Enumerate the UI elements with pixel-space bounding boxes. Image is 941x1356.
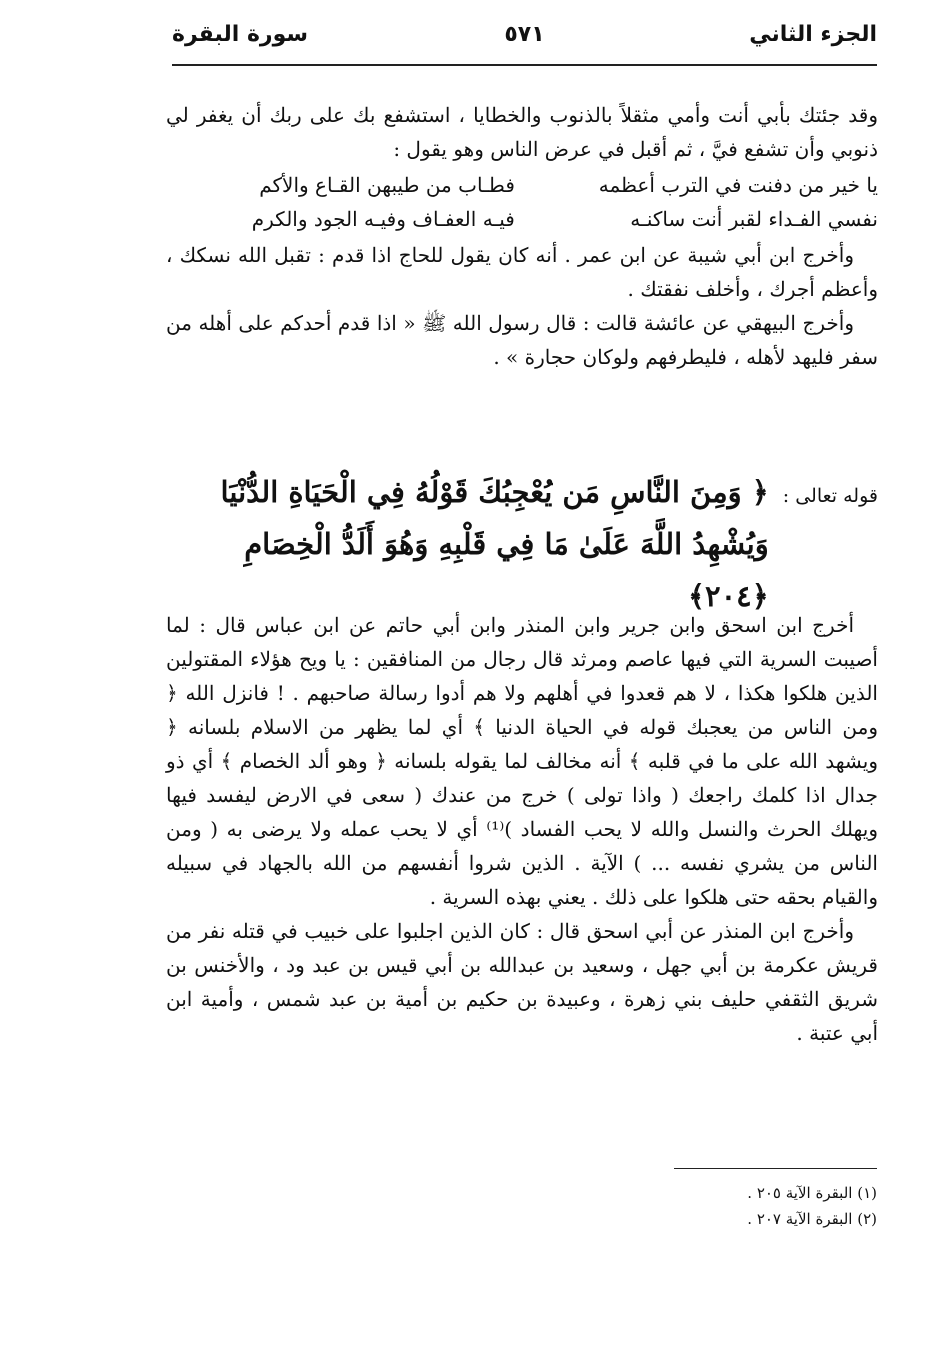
paragraph: وأخرج ابن المنذر عن أبي اسحق قال : كان الذين اجلبوا على خبيب في قتله نفر من قريش عكرمة بن أبي جهل ، وسعيد بن عبدالله بن أبي قيس بن عبد ود ، والأخنس بن شريق الثقفي حليف بني زهرة ، وعبيدة بن حكيم بن أمية بن عبد شمس ، وأمية ابن أبي عتبة . — [166, 919, 878, 1045]
part-title: الجزء الثاني — [749, 22, 877, 47]
verse-text: ﴿ وَمِنَ النَّاسِ مَن يُعْجِبُكَ قَوْلُهُ فِي الْحَيَاةِ الدُّنْيَا وَيُشْهِدُ اللَّهَ عَلَىٰ مَا فِي قَلْبِهِ وَهُوَ أَلَدُّ الْخِصَامِ ﴿٢٠٤﴾ — [220, 475, 769, 613]
verse-intro: قوله تعالى : — [782, 485, 878, 507]
poem-line — [166, 168, 878, 202]
section-one — [166, 98, 878, 374]
hemistich: فطـاب من طيبهن القـاع والأكم — [259, 173, 515, 197]
quran-verse-block — [166, 466, 878, 622]
page-number: ٥٧١ — [504, 22, 545, 47]
poem-line — [166, 202, 878, 236]
hemistich: يا خير من دفنت في الترب أعظمه — [598, 173, 878, 197]
footnotes — [600, 1180, 877, 1232]
paragraph: أخرج ابن اسحق وابن جرير وابن المنذر وابن أبي حاتم عن ابن عباس قال : لما أصيبت السرية التي فيها عاصم ومرثد قال رجال من المنافقين : يا ويح هؤلاء المقتولين الذين هلكوا هكذا ، لا هم قعدوا في أهلهم ولا هم أدوا رسالة صاحبهم . ! فانزل الله ﴿ ومن الناس من يعجبك قوله في الحياة الدنيا ﴾ أي لما يظهر من الاسلام بلسانه ﴿ ويشهد الله على ما في قلبه ﴾ أنه مخالف لما يقوله بلسانه ﴿ وهو ألد الخصام ﴾ أي ذو جدال اذا كلمك راجعك ( واذا تولى ) خرج من عندك ( سعى في الارض ليفسد فيها ويهلك الحرث والنسل والله لا يحب الفساد )⁽¹⁾ أي لا يحب عمله ولا يرضى به ( ومن الناس من يشري نفسه ... ) الآية . الذين شروا أنفسهم من الله بالجهاد في سبيله والقيام بحقه حتى هلكوا على ذلك . يعني بهذه السرية . — [166, 613, 878, 909]
hemistich: فيـه العفـاف وفيـه الجود والكرم — [251, 207, 515, 231]
surah-title: سورة البقرة — [172, 22, 309, 47]
footnote: (١) البقرة الآية ٢٠٥ . — [747, 1184, 877, 1202]
poem — [166, 168, 878, 236]
header-divider — [172, 64, 877, 66]
paragraph: وأخرج ابن أبي شيبة عن ابن عمر . أنه كان يقول للحاج اذا قدم : تقبل الله نسكك ، وأعظم أجرك ، وأخلف نفقتك . — [166, 243, 878, 301]
verse-row — [166, 466, 878, 622]
footnote-divider — [674, 1168, 877, 1169]
hemistich: نفسي الفـداء لقبر أنت ساكنـه — [630, 207, 878, 231]
footnote: (٢) البقرة الآية ٢٠٧ . — [747, 1210, 877, 1228]
paragraph: وقد جئتك بأبي أنت وأمي مثقلاً بالذنوب والخطايا ، استشفع بك على ربك أن يغفر لي ذنوبي وأن تشفع فيَّ ، ثم أقبل في عرض الناس وهو يقول : — [166, 103, 878, 161]
page-header — [172, 18, 877, 62]
paragraph: وأخرج البيهقي عن عائشة قالت : قال رسول الله ﷺ « اذا قدم أحدكم على أهله من سفر فليهد لأهله ، فليطرفهم ولوكان حجارة » . — [166, 311, 878, 369]
section-two — [166, 608, 878, 1050]
